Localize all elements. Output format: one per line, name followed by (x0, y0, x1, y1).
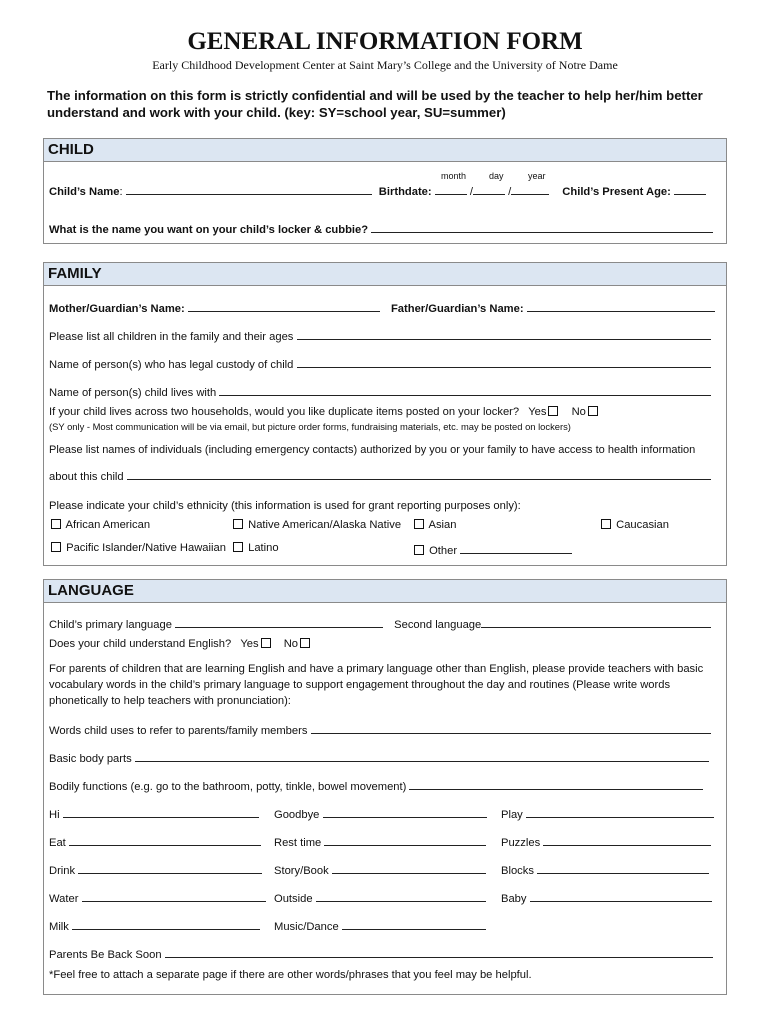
baby-field[interactable] (530, 890, 712, 902)
eth-african-checkbox[interactable] (51, 519, 61, 529)
milk-label: Milk (49, 921, 69, 933)
age-label: Child’s Present Age: (562, 186, 671, 198)
eth-native-label: Native American/Alaska Native (248, 519, 402, 531)
custody-label: Name of person(s) who has legal custody of child (49, 359, 294, 371)
father-name-label: Father/Guardian’s Name: (390, 303, 524, 315)
households-no-label: No (571, 406, 586, 418)
health-access-label: Please list names of individuals (including emergency contacts) authorized by you or your family to have access to health information (49, 444, 696, 456)
family-section-heading: FAMILY (44, 263, 726, 286)
form-subtitle: Early Childhood Development Center at Saint Mary’s College and the University of Notre Dame (152, 58, 618, 72)
custody-field[interactable] (297, 356, 711, 368)
eat-field[interactable] (69, 834, 261, 846)
eat-label: Eat (49, 837, 66, 849)
family-section (43, 262, 727, 566)
child-section-heading: CHILD (44, 139, 726, 162)
play-label: Play (501, 809, 523, 821)
family-words-label: Words child uses to refer to parents/family members (49, 725, 308, 737)
english-no-label: No (283, 638, 298, 650)
households-no-checkbox[interactable] (588, 406, 598, 416)
eth-caucasian-checkbox[interactable] (601, 519, 611, 529)
second-language-label: Second language (394, 619, 482, 631)
understand-english-label: Does your child understand English? (49, 638, 232, 650)
music-dance-label: Music/Dance (274, 921, 339, 933)
english-no-checkbox[interactable] (300, 638, 310, 648)
locker-name-label: What is the name you want on your child’s locker & cubbie? (49, 224, 369, 236)
date-day-hint: day (489, 171, 504, 181)
rest-time-field[interactable] (324, 834, 486, 846)
lives-with-label: Name of person(s) child lives with (49, 387, 217, 399)
eth-caucasian-label: Caucasian (616, 519, 669, 531)
households-yes-label: Yes (528, 406, 547, 418)
play-field[interactable] (526, 806, 714, 818)
locker-name-field[interactable] (371, 221, 713, 233)
puzzles-label: Puzzles (501, 837, 541, 849)
drink-label: Drink (49, 865, 76, 877)
eth-latino-label: Latino (248, 542, 279, 554)
households-note: (SY only - Most communication will be via email, but picture order forms, fundraising materials, etc. may be posted on lockers) (49, 421, 571, 432)
goodbye-field[interactable] (323, 806, 487, 818)
birthdate-label: Birthdate: (378, 186, 432, 198)
drink-field[interactable] (78, 862, 262, 874)
second-language-field[interactable] (481, 616, 711, 628)
bodily-functions-field[interactable] (409, 778, 703, 790)
households-yes-checkbox[interactable] (548, 406, 558, 416)
body-parts-field[interactable] (135, 750, 709, 762)
outside-label: Outside (274, 893, 313, 905)
birth-day-field[interactable] (473, 183, 505, 195)
eth-asian-checkbox[interactable] (414, 519, 424, 529)
water-label: Water (49, 893, 79, 905)
eth-african-label: African American (65, 519, 151, 531)
vocabulary-instructions: For parents of children that are learning English and have a primary language other than English, please provide teachers with basic vocabulary words in the child’s primary language to support engagement throughout the day and routines (Please write words phonetically to help teachers with pronunciation): (49, 663, 704, 707)
outside-field[interactable] (316, 890, 486, 902)
bodily-functions-label: Bodily functions (e.g. go to the bathroom, potty, tinkle, bowel movement) (49, 781, 407, 793)
body-parts-label: Basic body parts (49, 753, 132, 765)
eth-latino-checkbox[interactable] (233, 542, 243, 552)
back-soon-field[interactable] (165, 946, 713, 958)
eth-pacific-checkbox[interactable] (51, 542, 61, 552)
child-section: CHILD month day year Child’s Name: Birthdate: / / Child’s Present Age: What is the name you want on your child’s locker & cubbie? (43, 138, 727, 244)
mother-name-label: Mother/Guardian’s Name: (49, 303, 185, 315)
child-name-field[interactable] (126, 183, 372, 195)
form-title: GENERAL INFORMATION FORM (187, 28, 583, 55)
eth-pacific-label: Pacific Islander/Native Hawaiian (66, 542, 226, 554)
date-month-hint: month (441, 171, 467, 181)
eth-other-label: Other (429, 545, 458, 557)
primary-language-label: Child’s primary language (49, 619, 172, 631)
mother-name-field[interactable] (188, 300, 380, 312)
separate-page-footnote: *Feel free to attach a separate page if there are other words/phrases that you feel may be helpful. (49, 969, 532, 981)
english-yes-label: Yes (240, 638, 259, 650)
health-access-label-cont: about this child (49, 471, 124, 483)
primary-language-field[interactable] (175, 616, 383, 628)
ethnicity-label: Please indicate your child’s ethnicity (this information is used for grant reporting purposes only): (49, 500, 521, 512)
lives-with-field[interactable] (219, 384, 711, 396)
date-year-hint: year (528, 171, 546, 181)
back-soon-label: Parents Be Back Soon (49, 949, 162, 961)
two-households-label: If your child lives across two households, would you like duplicate items posted on your locker? (49, 406, 520, 418)
birth-year-field[interactable] (511, 183, 549, 195)
story-book-label: Story/Book (274, 865, 329, 877)
hi-label: Hi (49, 809, 60, 821)
father-name-field[interactable] (527, 300, 715, 312)
eth-other-checkbox[interactable] (414, 545, 424, 555)
goodbye-label: Goodbye (274, 809, 320, 821)
language-section-heading: LANGUAGE (44, 580, 726, 603)
english-yes-checkbox[interactable] (261, 638, 271, 648)
confidentiality-notice: The information on this form is strictly confidential and will be used by the teacher to help her/him better understand and work with your child. (key: SY=school year, SU=summer) (47, 88, 703, 120)
hi-field[interactable] (63, 806, 259, 818)
eth-native-checkbox[interactable] (233, 519, 243, 529)
water-field[interactable] (82, 890, 266, 902)
family-words-field[interactable] (311, 722, 711, 734)
story-book-field[interactable] (332, 862, 486, 874)
eth-other-field[interactable] (460, 542, 572, 554)
age-field[interactable] (674, 183, 706, 195)
eth-asian-label: Asian (428, 519, 457, 531)
rest-time-label: Rest time (274, 837, 322, 849)
baby-label: Baby (501, 893, 527, 905)
children-ages-label: Please list all children in the family and their ages (49, 331, 294, 343)
puzzles-field[interactable] (543, 834, 711, 846)
music-dance-field[interactable] (342, 918, 486, 930)
child-name-label: Child’s Name (49, 186, 120, 198)
health-access-field[interactable] (127, 468, 711, 480)
blocks-field[interactable] (537, 862, 709, 874)
birth-month-field[interactable] (435, 183, 467, 195)
blocks-label: Blocks (501, 865, 534, 877)
language-section (43, 579, 727, 995)
milk-field[interactable] (72, 918, 260, 930)
children-ages-field[interactable] (297, 328, 711, 340)
